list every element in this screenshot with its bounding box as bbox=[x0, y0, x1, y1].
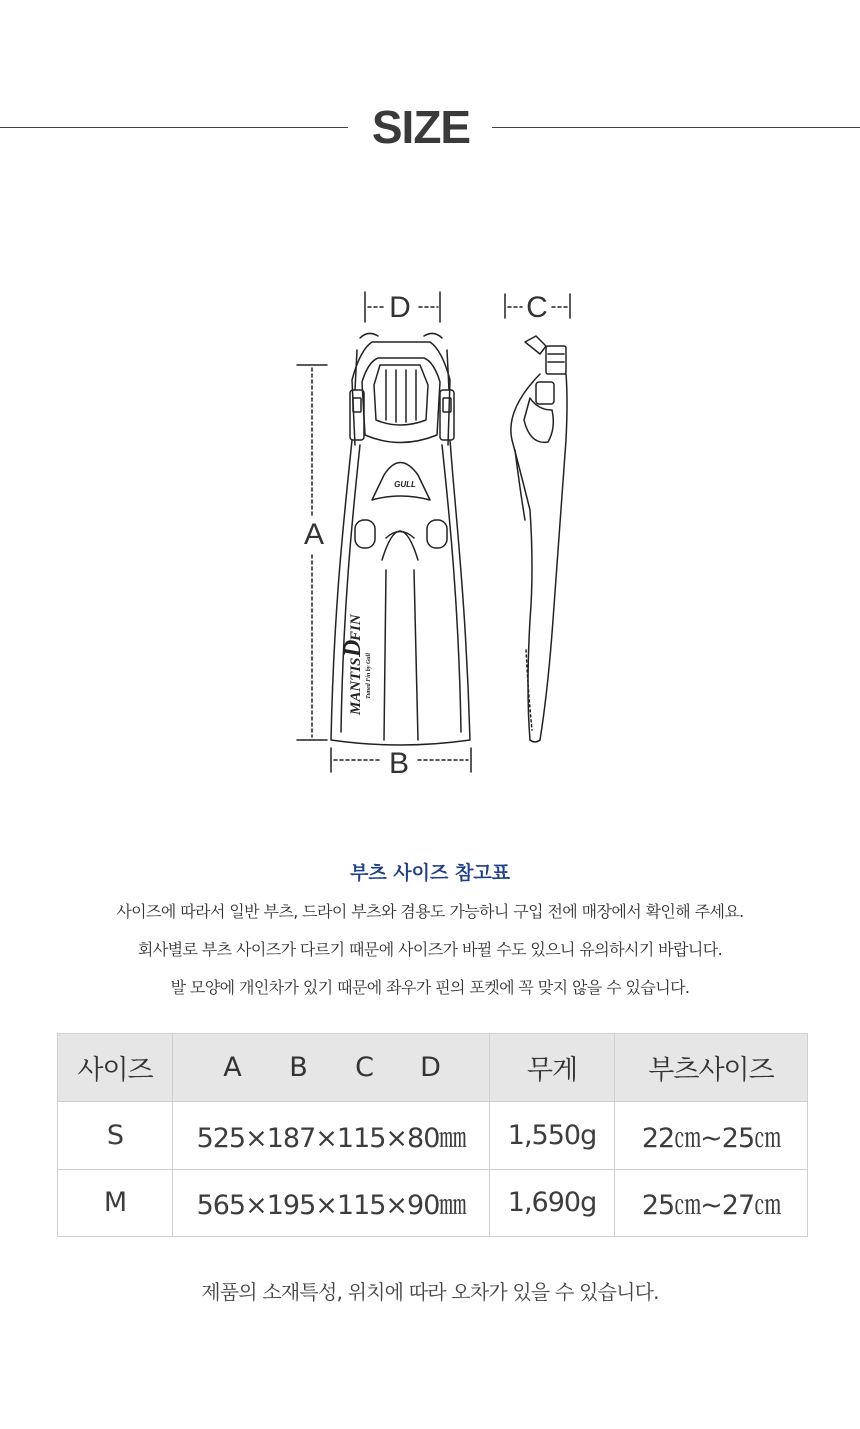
dimension-a-marker bbox=[297, 365, 327, 740]
fin-dimension-diagram bbox=[0, 270, 860, 800]
header-dim-c: C bbox=[355, 1052, 373, 1083]
title-divider-right bbox=[492, 127, 860, 128]
cell-dimensions: 565×195×115×90㎜ bbox=[173, 1169, 490, 1237]
reference-notes bbox=[0, 898, 860, 1012]
table-row bbox=[58, 1169, 808, 1237]
fin-model-text: MANTIS bbox=[348, 657, 364, 715]
header-dimensions bbox=[173, 1034, 490, 1102]
fin-side-view bbox=[511, 336, 567, 742]
section-title-row bbox=[0, 100, 860, 160]
header-boot-size: 부츠사이즈 bbox=[615, 1034, 808, 1102]
reference-note: 회사별로 부츠 사이즈가 다르기 때문에 사이즈가 바뀔 수도 있으니 유의하시기 바랍니다. bbox=[137, 940, 723, 959]
fin-brand-text: GULL bbox=[394, 480, 416, 489]
reference-note: 발 모양에 개인차가 있기 때문에 좌우가 핀의 포켓에 꼭 맞지 않을 수 있습니다. bbox=[170, 978, 690, 997]
title-divider-left bbox=[0, 127, 348, 128]
header-size: 사이즈 bbox=[58, 1034, 173, 1102]
fin-model-letter: D bbox=[340, 639, 366, 657]
cell-dimensions: 525×187×115×80㎜ bbox=[173, 1102, 490, 1170]
header-weight: 무게 bbox=[490, 1034, 615, 1102]
dimension-d-label: D bbox=[389, 291, 411, 324]
boot-size-reference-heading: 부츠 사이즈 참고표 bbox=[349, 862, 511, 884]
fin-model-tagline: Tuned Fin by Gull bbox=[366, 653, 372, 699]
table-header-row bbox=[58, 1034, 808, 1102]
page-title: SIZE bbox=[371, 101, 471, 153]
cell-weight: 1,550g bbox=[490, 1102, 615, 1170]
dimension-c-label: C bbox=[526, 291, 548, 324]
header-dim-b: B bbox=[289, 1052, 307, 1083]
cell-size: S bbox=[58, 1102, 173, 1170]
cell-weight: 1,690g bbox=[490, 1169, 615, 1237]
size-table bbox=[57, 1033, 808, 1237]
header-dim-a: A bbox=[223, 1052, 241, 1083]
header-dim-d: D bbox=[420, 1052, 440, 1083]
cell-boot-size: 22㎝~25㎝ bbox=[615, 1102, 808, 1170]
fin-model-suffix: FIN bbox=[348, 614, 364, 641]
dimension-b-label: B bbox=[388, 747, 410, 780]
reference-note: 사이즈에 따라서 일반 부츠, 드라이 부츠와 겸용도 가능하니 구입 전에 매장에서 확인해 주세요. bbox=[116, 902, 744, 921]
dimension-a-label: A bbox=[303, 518, 325, 551]
tolerance-note: 제품의 소재특성, 위치에 따라 오차가 있을 수 있습니다. bbox=[201, 1280, 659, 1304]
cell-size: M bbox=[58, 1169, 173, 1237]
fin-drawing bbox=[0, 270, 860, 800]
cell-boot-size: 25㎝~27㎝ bbox=[615, 1169, 808, 1237]
table-row bbox=[58, 1102, 808, 1170]
